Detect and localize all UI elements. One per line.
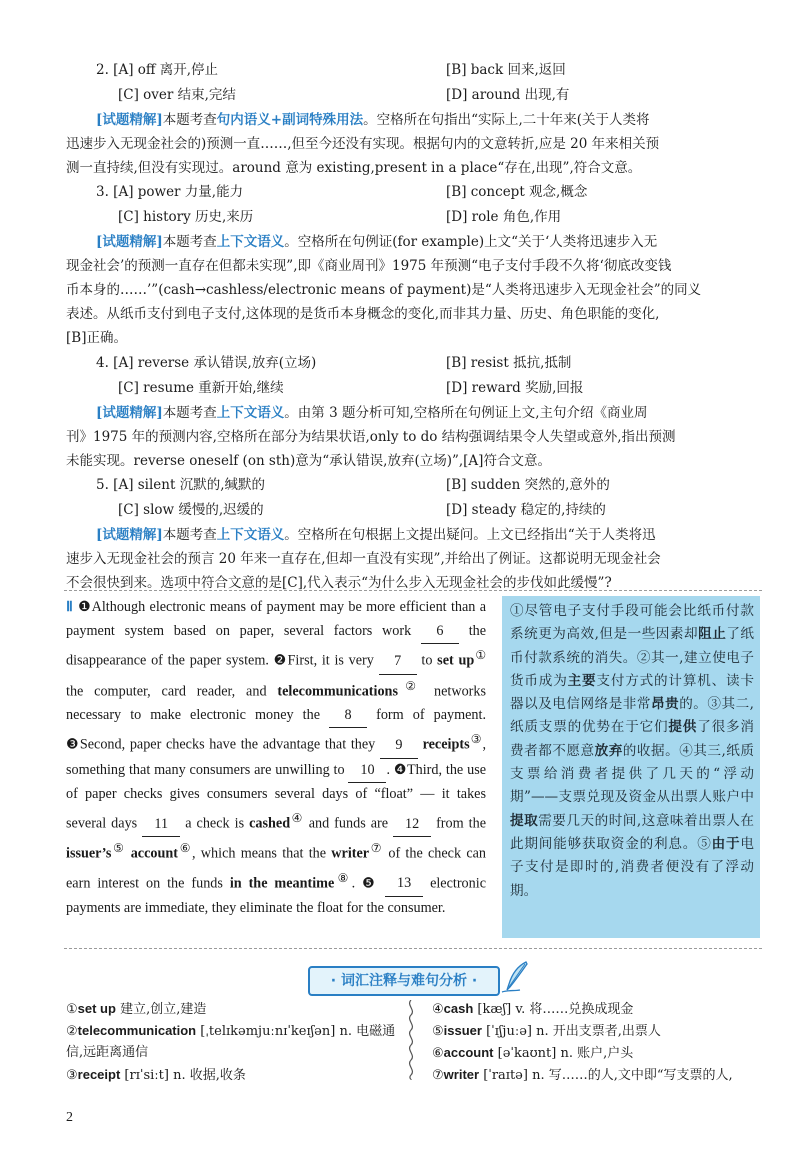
vocab-entry-continued	[66, 1042, 148, 1064]
q4-option-b: [B] resist 抵抗,抵制	[446, 355, 572, 371]
translation-highlight: 提取	[510, 812, 539, 829]
vocab-entry	[66, 998, 206, 1021]
explanation-5-line-2: 速步入无现金社会的预言 20 年来一直存在,但却一直没有实现”,并给出了例证。这都说明无现金社会	[66, 551, 661, 567]
blank-12[interactable]: 12	[393, 813, 431, 838]
vocab-number: ④	[432, 1002, 444, 1017]
q5-option-b: [B] sudden 突然的,意外的	[446, 477, 610, 493]
vocab-headword: issuer	[443, 1023, 482, 1038]
passage-sentence: the computer, card reader, and	[66, 683, 267, 700]
column-divider	[404, 1000, 418, 1080]
vocab-definition: [ˌtelɪkəmjuːnɪˈkeɪʃən] n. 电磁通	[196, 1024, 396, 1039]
explanation-text: 。由第 3 题分析可知,空格所在句例证上文,主句介绍《商业周	[284, 405, 648, 421]
blank-11[interactable]: 11	[142, 813, 180, 838]
translation-sentence: 的。③其二,纸质支票的优势在于它们	[510, 696, 754, 736]
vocab-definition: [rɪˈsiːt] n. 收据,收条	[120, 1068, 246, 1083]
passage-sentence: and funds are	[308, 815, 389, 832]
vocab-headword: writer	[443, 1067, 480, 1082]
footnote-mark: ⑧	[334, 870, 352, 885]
explanation-text: 本题考查	[162, 527, 217, 543]
vocab-definition: [əˈkaʊnt] n. 账户,户头	[493, 1046, 634, 1061]
explanation-tag: [试题精解]	[96, 234, 163, 250]
vocab-term: in the meantime	[229, 875, 335, 892]
translation-sentence: 了纸币付款系统的消失。②其一,建立使电子货币成为	[510, 626, 755, 689]
vocab-number: ①	[66, 1002, 78, 1017]
section-divider	[64, 948, 762, 949]
q4-option-d: [D] reward 奖励,回报	[446, 380, 584, 396]
blank-10[interactable]: 10	[348, 759, 386, 784]
passage-sentence: a check is	[185, 815, 245, 832]
explanation-4-line-3: 未能实现。reverse oneself (on sth)意为“承认错误,放弃(立场)”,[A]符合文意。	[66, 453, 551, 469]
vocab-definition: 信,远距离通信	[66, 1045, 149, 1060]
explanation-keyword: 句内语义+副词特殊用法	[216, 112, 364, 128]
blank-7[interactable]: 7	[379, 650, 417, 675]
vocab-definition: 建立,创立,建造	[115, 1002, 207, 1017]
explanation-5-line-1	[96, 523, 656, 547]
passage-sentence: form of payment. ❸Second, paper checks have the advantage that they	[66, 706, 486, 754]
q5-option-c: [C] slow 缓慢的,迟缓的	[118, 502, 264, 518]
vocab-number: ⑦	[432, 1068, 444, 1083]
vocab-entry	[432, 998, 633, 1021]
q4-option-c: [C] resume 重新开始,继续	[118, 380, 284, 396]
vocab-headword: telecommunication	[77, 1023, 197, 1038]
vocab-entry	[432, 1064, 733, 1087]
vocab-headword: receipt	[77, 1067, 121, 1082]
explanation-keyword: 上下文语义	[216, 527, 285, 543]
explanation-2-line-3: 测一直持续,但没有实现过。around 意为 existing,present in a place“存在,出现”,符合文意。	[66, 160, 642, 176]
translation-highlight: 放弃	[594, 742, 623, 759]
explanation-2-line-2: 迅速步入无现金社会的)预测一直……,但至今还没有实现。根据句内的文意转折,应是 20 年来相关预	[66, 136, 660, 152]
blank-9[interactable]: 9	[380, 734, 418, 759]
passage-sentence: , something that many consumers are unwilling to	[66, 737, 486, 778]
passage-sentence: . ❹Third, the use of paper checks gives consumers several days of “float” — it takes several days	[66, 761, 487, 832]
vocab-headword: account	[443, 1045, 494, 1060]
explanation-keyword: 上下文语义	[216, 405, 285, 421]
explanation-3-line-4: 表述。从纸币支付到电子支付,这体现的是货币本身概念的变化,而非其力量、历史、角色职能的变化,	[66, 306, 660, 322]
q2-option-b: [B] back 回来,返回	[446, 62, 566, 78]
footnote-mark: ①	[474, 648, 487, 663]
footnote-mark: ⑥	[178, 841, 192, 856]
explanation-tag: [试题精解]	[96, 405, 163, 421]
explanation-tag: [试题精解]	[96, 527, 163, 543]
footnote-mark: ④	[290, 810, 304, 825]
q2-option-a: 2. [A] off 离开,停止	[96, 62, 219, 78]
footnote-mark: ⑦	[369, 841, 384, 856]
passage-sentence: . ❺	[351, 875, 379, 892]
translation-sentence: 支付方式的计算机、读卡器以及电信网络是非常	[510, 672, 755, 713]
vocab-term: set up	[437, 652, 475, 669]
translation-sentence: 电子支付是即时的,消费者便没有了浮动期。	[510, 835, 755, 899]
q5-option-d: [D] steady 稳定的,持续的	[446, 502, 606, 518]
explanation-5-line-3: 不会很快到来。选项中符合文意的是[C],代入表示“为什么步入无现金社会的步伐如此缓慢”?	[66, 575, 612, 591]
section-numeral: Ⅱ	[66, 599, 74, 615]
translation-text	[510, 600, 754, 903]
explanation-3-line-1	[96, 230, 657, 254]
vocab-number: ②	[66, 1024, 78, 1039]
explanation-text: 。空格所在句根据上文提出疑问。上文已经指出“关于人类将迅	[284, 527, 656, 543]
vocab-number: ③	[66, 1068, 78, 1083]
page-number: 2	[66, 1110, 73, 1125]
passage-sentence: to	[421, 652, 433, 669]
explanation-text: 。空格所在句例证(for example)上文“关于‘人类将迅速步入无	[284, 234, 658, 250]
q2-option-d: [D] around 出现,有	[446, 87, 570, 103]
vocab-headword: cash	[443, 1001, 474, 1016]
translation-highlight: 昂贵	[650, 696, 680, 713]
vocab-term: receipts	[422, 737, 470, 754]
vocab-term: issuer’s	[66, 846, 112, 863]
vocab-entry	[66, 1064, 246, 1087]
footnote-mark: ⑤	[111, 841, 126, 856]
explanation-text: 本题考查	[162, 234, 217, 250]
translation-sentence: 了很多消费者都不愿意	[510, 719, 755, 759]
footnote-mark: ③	[469, 732, 483, 747]
explanation-3-line-3: 币本身的……’”(cash→cashless/electronic means of payment)是“人类将迅速步入无现金社会”的同义	[66, 282, 702, 298]
explanation-3-line-5: [B]正确。	[66, 330, 127, 346]
passage-sentence: the disappearance of the paper system. ❷First, it is very	[66, 622, 487, 669]
explanation-keyword: 上下文语义	[216, 234, 285, 250]
blank-13[interactable]: 13	[385, 872, 423, 897]
q3-option-d: [D] role 角色,作用	[446, 209, 562, 225]
vocab-number: ⑤	[432, 1024, 444, 1039]
explanation-3-line-2: 现金社会’的预测一直存在但都未实现”,即《商业周刊》1975 年预测“电子支付手段不久将‘彻底改变钱	[66, 258, 672, 274]
quill-pen-icon	[500, 960, 530, 994]
q3-option-a: 3. [A] power 力量,能力	[96, 184, 244, 200]
passage-text	[66, 596, 486, 921]
explanation-4-line-2: 刊》1975 年的预测内容,空格所在部分为结果状语,only to do 结构强调结果令人失望或意外,指出预测	[66, 429, 676, 445]
vocab-term: cashed	[249, 815, 291, 832]
passage-sentence: , which means that the	[192, 846, 327, 863]
explanation-4-line-1	[96, 401, 648, 425]
translation-highlight: 阻止	[698, 626, 727, 643]
blank-8[interactable]: 8	[329, 704, 367, 729]
passage-sentence: of the check can earn interest on the funds	[66, 846, 487, 892]
translation-sentence: 需要几天的时间,这意味着出票人在此期间能够获取资金的利息。⑤	[510, 812, 754, 852]
translation-highlight: 提供	[668, 719, 698, 736]
vocab-entry	[66, 1020, 395, 1043]
vocab-definition: [ˈraɪtə] n. 写……的人,文中即“写支票的人,	[479, 1068, 733, 1083]
explanation-text: 本题考查	[162, 405, 217, 421]
explanation-text: 本题考查	[162, 112, 217, 128]
q4-option-a: 4. [A] reverse 承认错误,放弃(立场)	[96, 355, 317, 371]
footnote-mark: ②	[397, 678, 424, 693]
blank-6[interactable]: 6	[421, 620, 459, 645]
explanation-2-line-1	[96, 108, 650, 132]
translation-highlight: 由于	[711, 835, 741, 852]
vocab-entry	[432, 1042, 633, 1065]
q5-option-a: 5. [A] silent 沉默的,缄默的	[96, 477, 266, 493]
passage-sentence: electronic payments are immediate, they eliminate the float for the consumer.	[66, 875, 486, 916]
q3-option-b: [B] concept 观念,概念	[446, 184, 588, 200]
explanation-tag: [试题精解]	[96, 112, 163, 128]
vocab-section-title: · 词汇注释与难句分析 ·	[308, 966, 500, 996]
translation-sentence: ①尽管电子支付手段可能会比纸币付款系统更为高效,但是一些因素却	[510, 603, 754, 643]
explanation-text: 。空格所在句指出“实际上,二十年来(关于人类将	[363, 112, 650, 128]
q3-option-c: [C] history 历史,来历	[118, 209, 254, 225]
vocab-number: ⑥	[432, 1046, 444, 1061]
vocab-term: writer	[331, 846, 370, 863]
vocab-term: telecommunications	[277, 683, 398, 700]
q2-option-c: [C] over 结束,完结	[118, 87, 236, 103]
translation-sentence: 的收据。④其三,纸质支票给消费者提供了几天的“浮动期”——支票兑现及资金从出票人账户中	[510, 742, 755, 806]
section-divider	[64, 590, 762, 591]
passage-sentence: networks necessary to make electronic money the	[66, 683, 487, 723]
vocab-definition: [ˈɪʃjuːə] n. 开出支票者,出票人	[481, 1024, 661, 1039]
passage-sentence: ❶Although electronic means of payment may be more efficient than a payment system based on paper, several factors work	[66, 599, 486, 639]
vocab-definition: [kæʃ] v. 将……兑换成现金	[473, 1002, 634, 1017]
translation-highlight: 主要	[567, 672, 597, 689]
vocab-section-header	[308, 966, 528, 994]
vocab-headword: set up	[77, 1001, 116, 1016]
vocab-term: account	[130, 846, 178, 863]
vocab-entry	[432, 1020, 661, 1043]
passage-sentence: from the	[436, 815, 487, 832]
